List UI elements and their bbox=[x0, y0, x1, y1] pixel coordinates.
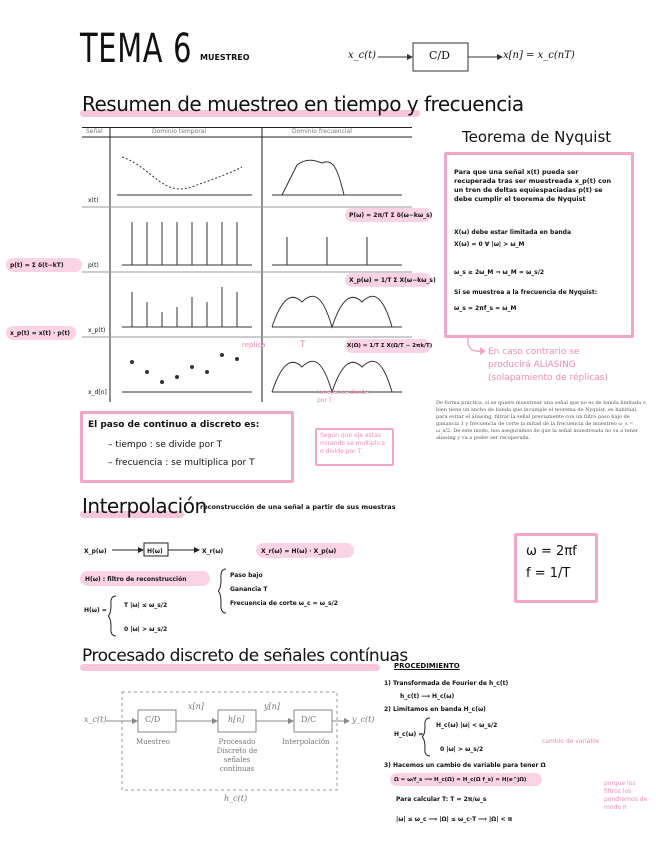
hw-case: 0 |ω| > ω_s/2 bbox=[124, 626, 168, 633]
formula-xp-omega: X_p(ω) = 1/T Σ X(ω−kω_s) bbox=[349, 277, 436, 284]
table-header-signal: Señal bbox=[86, 128, 103, 135]
procedure-title: PROCEDIMIENTO bbox=[394, 662, 460, 670]
section-summary-title: Resumen de muestreo en tiempo y frecuencia bbox=[82, 92, 524, 116]
hc-case: 0 |ω| > ω_s/2 bbox=[440, 746, 484, 753]
page-title: TEMA 6 bbox=[80, 26, 193, 72]
interpolation-subtitle: reconstrucción de una señal a partir de sus muestras bbox=[200, 503, 396, 511]
dsp-diagram bbox=[84, 688, 384, 808]
procedure-step: 3) Hacemos un cambio de variable para tener Ω bbox=[384, 762, 546, 769]
dsp-block-h: h[n] bbox=[228, 715, 245, 724]
formula-x-Omega: X(Ω) = 1/T Σ X(Ω/T − 2πk/T) bbox=[347, 343, 433, 349]
nyquist-line: ω_s ≥ 2ω_M ⇒ ω_M = ω_s/2 bbox=[454, 269, 545, 276]
chain-filter: H(ω) bbox=[147, 548, 163, 555]
nyquist-line: ω_s = 2πf_s = ω_M bbox=[454, 305, 517, 312]
dsp-title: Procesado discreto de señales contínuas bbox=[82, 646, 408, 666]
nyquist-note: En caso contrario se producirá ALIASING (solapamiento de réplicas) bbox=[488, 347, 608, 383]
formula-xpt: x_p(t) = x(t) · p(t) bbox=[10, 330, 71, 337]
freq-omega: ω = 2πf bbox=[526, 544, 577, 559]
dsp-signal-in: x_c(t) bbox=[84, 715, 107, 724]
procedure-step: 1) Transformada de Fourier de h_c(t) bbox=[384, 680, 509, 687]
filter-prop: Ganancia T bbox=[230, 586, 268, 593]
props-brace bbox=[218, 567, 228, 615]
procedure-step: |ω| ≤ ω_c ⟹ |Ω| ≤ ω_c·T ⟹ |Ω| < π bbox=[396, 816, 513, 823]
dsp-signal-yn: y[n] bbox=[264, 702, 280, 711]
annotation-replica: replica bbox=[242, 341, 266, 349]
nyquist-line: X(ω) debe estar limitada en banda bbox=[454, 229, 571, 236]
dsp-caption: Procesado Discreto de señales contínuas bbox=[216, 738, 258, 773]
diagram-input: x_c(t) bbox=[348, 50, 377, 61]
sampling-table-graphics bbox=[82, 127, 412, 402]
hw-label: H(ω) = bbox=[84, 607, 107, 614]
header-diagram bbox=[345, 40, 585, 75]
hw-case: T |ω| ≤ ω_s/2 bbox=[124, 602, 168, 609]
summary-heading: El paso de continuo a discreto es: bbox=[88, 420, 260, 430]
annotation-t: T bbox=[300, 340, 306, 350]
procedure-step: 2) Limitamos en banda H_c(ω) bbox=[384, 706, 486, 713]
procedure-step: Para calcular T: T = 2π/ω_s bbox=[396, 796, 487, 803]
formula-pt: p(t) = Σ δ(t−kT) bbox=[10, 262, 64, 269]
row-label: x_d[n] bbox=[88, 389, 107, 396]
dsp-signal-xn: x[n] bbox=[188, 702, 204, 711]
procedure-step: h_c(t) ⟶ H_c(ω) bbox=[400, 693, 455, 700]
side-note: cambio de variable bbox=[542, 738, 600, 745]
interpolation-title: Interpolación bbox=[82, 494, 207, 518]
summary-line-time: – tiempo : se divide por T bbox=[108, 440, 223, 450]
chain-input: X_p(ω) bbox=[84, 548, 107, 555]
diagram-output: x[n] = x_c(nT) bbox=[503, 50, 575, 61]
chain-output: X_r(ω) bbox=[202, 548, 224, 555]
table-header-time: Dominio temporal bbox=[152, 128, 207, 135]
nyquist-text: Para que una señal x(t) pueda ser recuperada tras ser muestreada x_p(t) con un tren de deltas equiespaciadas p(t) se debe cumplir el teorema de Nyquist bbox=[454, 168, 612, 203]
summary-line-freq: – frecuencia : se multiplica por T bbox=[108, 458, 255, 468]
diagram-block: C/D bbox=[429, 49, 450, 62]
filter-prop: Paso bajo bbox=[230, 572, 263, 579]
page-subtitle: MUESTREO bbox=[200, 53, 250, 62]
filter-label: H(ω) : filtro de reconstrucción bbox=[85, 576, 187, 583]
row-label: x_p(t) bbox=[88, 327, 106, 334]
row-label: p(t) bbox=[88, 262, 99, 269]
dsp-block-dc: D/C bbox=[301, 715, 317, 724]
sampling-table bbox=[82, 127, 412, 402]
side-note: porque los filtros los pondremos de modo π bbox=[604, 780, 648, 811]
freq-f: f = 1/T bbox=[526, 566, 571, 581]
hc-brace bbox=[422, 716, 432, 758]
pink-note: Según que eje estas mirando se multiplica o divide por T bbox=[320, 432, 386, 455]
procedure-step: Ω = ω/f_s ⟹ H_c(Ω) = H_c(Ω f_s) = H(e^jΩ) bbox=[394, 777, 527, 783]
table-header-freq: Dominio frecuencial bbox=[292, 128, 352, 135]
nyquist-arrow bbox=[460, 335, 490, 360]
interp-equation: X_r(ω) = H(ω) · X_p(ω) bbox=[261, 548, 337, 555]
dsp-caption: Interpolación bbox=[282, 738, 330, 746]
dsp-system: h_c(t) bbox=[224, 794, 248, 803]
nyquist-paragraph: De forma práctica, si se quiere muestrear una señal que no es de banda limitada o bien tiene un ancho de banda que incumple el teorema de Nyquist, es habitual, para evitar el aliasing, filtrar la señal previamente con un filtro paso bajo de ganancia 1 y frecuencia de corte la mitad de la frecuencia de muestreo ω_s = ω_s/2. De este modo, nos aseguramos de que la señal muestreada no va a tener aliasing y va a poder ser recuperada. bbox=[436, 400, 646, 441]
row-label: x(t) bbox=[88, 197, 99, 204]
formula-p-omega: P(ω) = 2π/T Σ δ(ω−kω_s) bbox=[349, 212, 433, 219]
hc-label: H_c(ω) = bbox=[394, 731, 424, 738]
annotation-axes: los ejes se dividen por T bbox=[317, 389, 373, 404]
cases-brace bbox=[108, 594, 118, 638]
filter-prop: Frecuencia de corte ω_c = ω_s/2 bbox=[230, 600, 338, 607]
nyquist-line: Si se muestrea a la frecuencia de Nyquist: bbox=[454, 289, 598, 296]
nyquist-title: Teorema de Nyquist bbox=[462, 128, 612, 146]
dsp-caption: Muestreo bbox=[136, 738, 170, 746]
dsp-signal-out: y_c(t) bbox=[352, 715, 375, 724]
dsp-block-cd: C/D bbox=[145, 715, 161, 724]
nyquist-line: X(ω) = 0 ∀ |ω| > ω_M bbox=[454, 241, 525, 248]
hc-case: H_c(ω) |ω| < ω_s/2 bbox=[436, 722, 498, 729]
